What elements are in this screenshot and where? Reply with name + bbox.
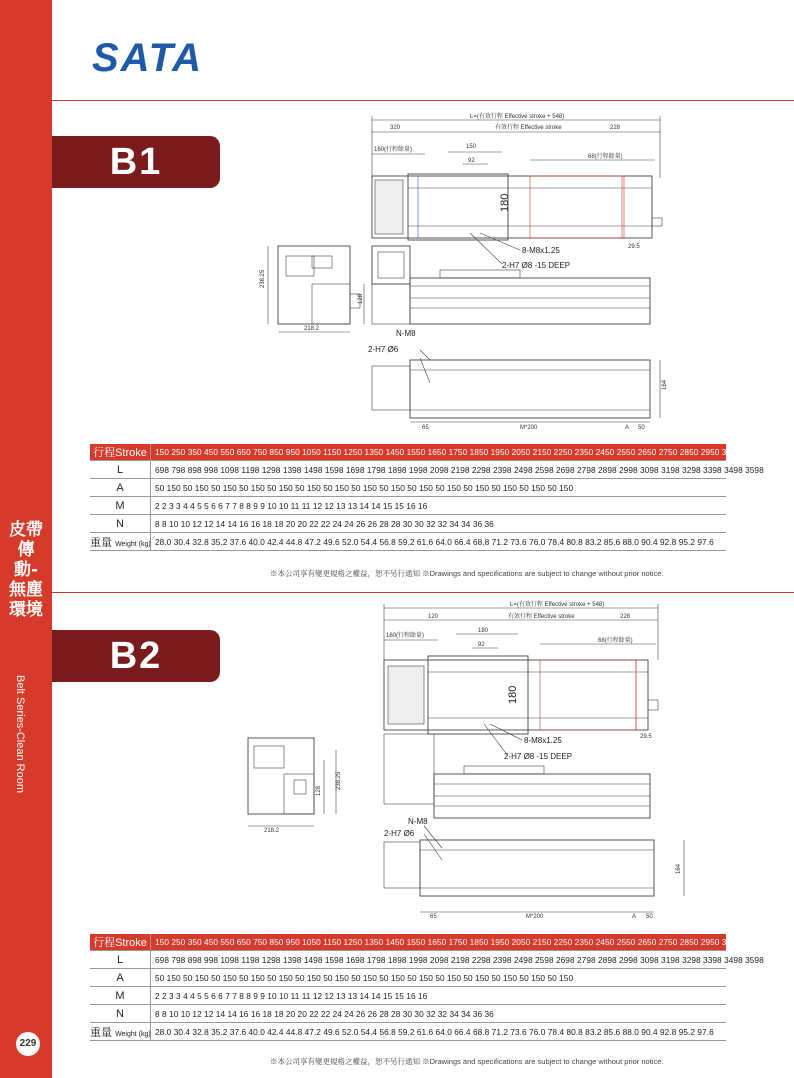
sidebar-title-cn: 皮帶傳動-無塵環境 <box>9 520 43 620</box>
holes-label-1: 8-M8x1.25 <box>524 736 562 745</box>
row-label: M <box>90 497 151 515</box>
right-length: 228 <box>620 614 631 620</box>
motor-height: 238.25 <box>336 771 342 790</box>
table-row <box>90 1023 726 1041</box>
row-values: 150 250 350 450 550 650 750 850 950 1050 1150 1250 1350 1450 1550 1650 1750 1850 1950 2050 2150 2250 2350 2450 2550 2650 2750 2850 2950 3050 <box>151 444 727 461</box>
table-row <box>90 479 726 497</box>
model-badge-b1: B1 <box>52 136 220 188</box>
bottom-a-dim: A <box>625 425 630 431</box>
table-row <box>90 987 726 1005</box>
bottom-left-dim: 65 <box>430 914 437 920</box>
height-label: 180 <box>499 193 511 212</box>
row-label: L <box>90 951 151 969</box>
right-length: 228 <box>610 125 621 131</box>
right-margin: 68(行程餘量) <box>598 638 633 644</box>
section-divider <box>52 592 794 593</box>
n-holes-label: N-M8 <box>396 329 416 338</box>
right-margin: 68(行程餘量) <box>588 154 623 160</box>
pin-holes-label: 2-H7 Ø6 <box>368 345 399 354</box>
section-divider <box>52 100 794 101</box>
row-values: 28.0 30.4 32.8 35.2 37.6 40.0 42.4 44.8 47.2 49.6 52.0 54.4 56.8 59.2 61.6 64.0 66.4 68.8 71.2 73.6 76.0 78.4 80.8 83.2 85.6 88.0 90.4 92.8 95.2 97.6 <box>151 533 727 551</box>
row-values: 698 798 898 998 1098 1198 1298 1398 1498 1598 1698 1798 1898 1998 2098 2198 2298 2398 2498 2598 2698 2798 2898 2998 3098 3198 3298 3398 3498 3598 <box>151 461 727 479</box>
row-label: 行程Stroke <box>90 934 151 951</box>
left-length: 120 <box>428 614 439 620</box>
table-row <box>90 444 726 461</box>
row-label: A <box>90 969 151 987</box>
page-number: 229 <box>16 1032 40 1056</box>
motor-stroke: 160(行程餘量) <box>386 633 425 639</box>
bottom-mid-dim: M*200 <box>520 425 538 431</box>
row-label: L <box>90 461 151 479</box>
motor-stroke: 160(行程餘量) <box>374 147 413 153</box>
motor-height: 238.25 <box>260 269 266 288</box>
table-row <box>90 969 726 987</box>
bottom-a-dim: A <box>632 914 637 920</box>
bottom-mid-dim: M*200 <box>526 914 544 920</box>
disclaimer-note: ※本公司享有變更規格之權益，恕不另行通知 ※Drawings and specifications are subject to change without prior notice. <box>270 1057 664 1066</box>
stroke-label: 有效行程 Effective stroke <box>508 614 575 620</box>
side-height: 128 <box>358 293 364 304</box>
row-label: 重量 Weight (kg) <box>90 533 151 551</box>
row-values: 698 798 898 998 1098 1198 1298 1398 1498 1598 1698 1798 1898 1998 2098 2198 2298 2398 2498 2598 2698 2798 2898 2998 3098 3198 3298 3398 3498 3598 <box>151 951 727 969</box>
bottom-height-dim: 164 <box>676 863 682 874</box>
holes-label-1: 8-M8x1.25 <box>522 246 560 255</box>
table-row <box>90 497 726 515</box>
row-values: 8 8 10 10 12 12 14 14 16 16 18 18 20 20 22 22 24 24 26 26 28 28 30 30 32 32 34 34 36 36 <box>151 1005 727 1023</box>
inner-length: 92 <box>468 158 475 164</box>
table-row <box>90 1005 726 1023</box>
holes-label-2: 2-H7 Ø8 -15 DEEP <box>502 261 571 270</box>
tail-length: 29.5 <box>628 244 640 250</box>
table-row <box>90 934 726 951</box>
holes-label-2: 2-H7 Ø8 -15 DEEP <box>504 752 573 761</box>
inner-length: 92 <box>478 642 485 648</box>
spec-table-b2 <box>90 934 764 1041</box>
height-label: 180 <box>507 685 519 704</box>
mid-length: 180 <box>478 628 489 634</box>
row-values: 8 8 10 10 12 12 14 14 16 16 18 18 20 20 22 22 24 24 26 26 28 28 30 30 32 32 34 34 36 36 <box>151 515 727 533</box>
row-label: N <box>90 515 151 533</box>
motor-width: 218.2 <box>304 326 320 332</box>
table-row <box>90 461 726 479</box>
row-label: N <box>90 1005 151 1023</box>
table-row <box>90 533 726 551</box>
row-label: 重量 Weight (kg) <box>90 1023 151 1041</box>
model-badge-b2: B2 <box>52 630 220 682</box>
row-values: 150 250 350 450 550 650 750 850 950 1050 1150 1250 1350 1450 1550 1650 1750 1850 1950 2050 2150 2250 2350 2450 2550 2650 2750 2850 2950 3050 <box>151 934 727 951</box>
row-values: 2 2 3 3 4 4 5 5 6 6 7 7 8 8 9 9 10 10 11 11 12 12 13 13 14 14 15 15 16 16 <box>151 987 727 1005</box>
row-label: M <box>90 987 151 1005</box>
disclaimer-note: ※本公司享有變更規格之權益，恕不另行通知 ※Drawings and specifications are subject to change without prior notice. <box>270 569 664 578</box>
bottom-right-dim: 50 <box>638 425 645 431</box>
tail-length: 29.5 <box>640 734 652 740</box>
row-values: 50 150 50 150 50 150 50 150 50 150 50 150 50 150 50 150 50 150 50 150 50 150 50 150 50 150 50 150 50 150 <box>151 969 727 987</box>
spec-table-b1 <box>90 444 764 551</box>
motor-width: 218.2 <box>264 828 280 834</box>
row-values: 2 2 3 3 4 4 5 5 6 6 7 7 8 8 9 9 10 10 11 11 12 12 13 13 14 14 15 15 16 16 <box>151 497 727 515</box>
row-values: 50 150 50 150 50 150 50 150 50 150 50 150 50 150 50 150 50 150 50 150 50 150 50 150 50 150 50 150 50 150 <box>151 479 727 497</box>
side-height: 128 <box>316 785 322 796</box>
bottom-left-dim: 65 <box>422 425 429 431</box>
n-holes-label: N-M8 <box>408 817 428 826</box>
mid-length: 150 <box>466 144 477 150</box>
row-values: 28.0 30.4 32.8 35.2 37.6 40.0 42.4 44.8 47.2 49.6 52.0 54.4 56.8 59.2 61.6 64.0 66.4 68.8 71.2 73.6 76.0 78.4 80.8 83.2 85.6 88.0 90.4 92.8 95.2 97.6 <box>151 1023 727 1041</box>
sidebar <box>0 0 52 1078</box>
row-label: A <box>90 479 151 497</box>
pin-holes-label: 2-H7 Ø6 <box>384 829 415 838</box>
sidebar-title-en: Belt Series-Clean Room <box>14 675 26 793</box>
technical-drawing-b1 <box>240 108 680 431</box>
sata-logo: SATA <box>92 36 203 80</box>
bottom-right-dim: 50 <box>646 914 653 920</box>
table-row <box>90 515 726 533</box>
length-formula: L=(有效行程 Effective stroke + 548) <box>470 114 565 120</box>
row-label: 行程Stroke <box>90 444 151 461</box>
table-row <box>90 951 726 969</box>
left-length: 320 <box>390 125 401 131</box>
technical-drawing-b2 <box>228 600 682 922</box>
stroke-label: 有效行程 Effective stroke <box>495 125 562 131</box>
bottom-height-dim: 164 <box>662 379 668 390</box>
length-formula: L=(有效行程 Effective stroke + 548) <box>510 602 605 608</box>
